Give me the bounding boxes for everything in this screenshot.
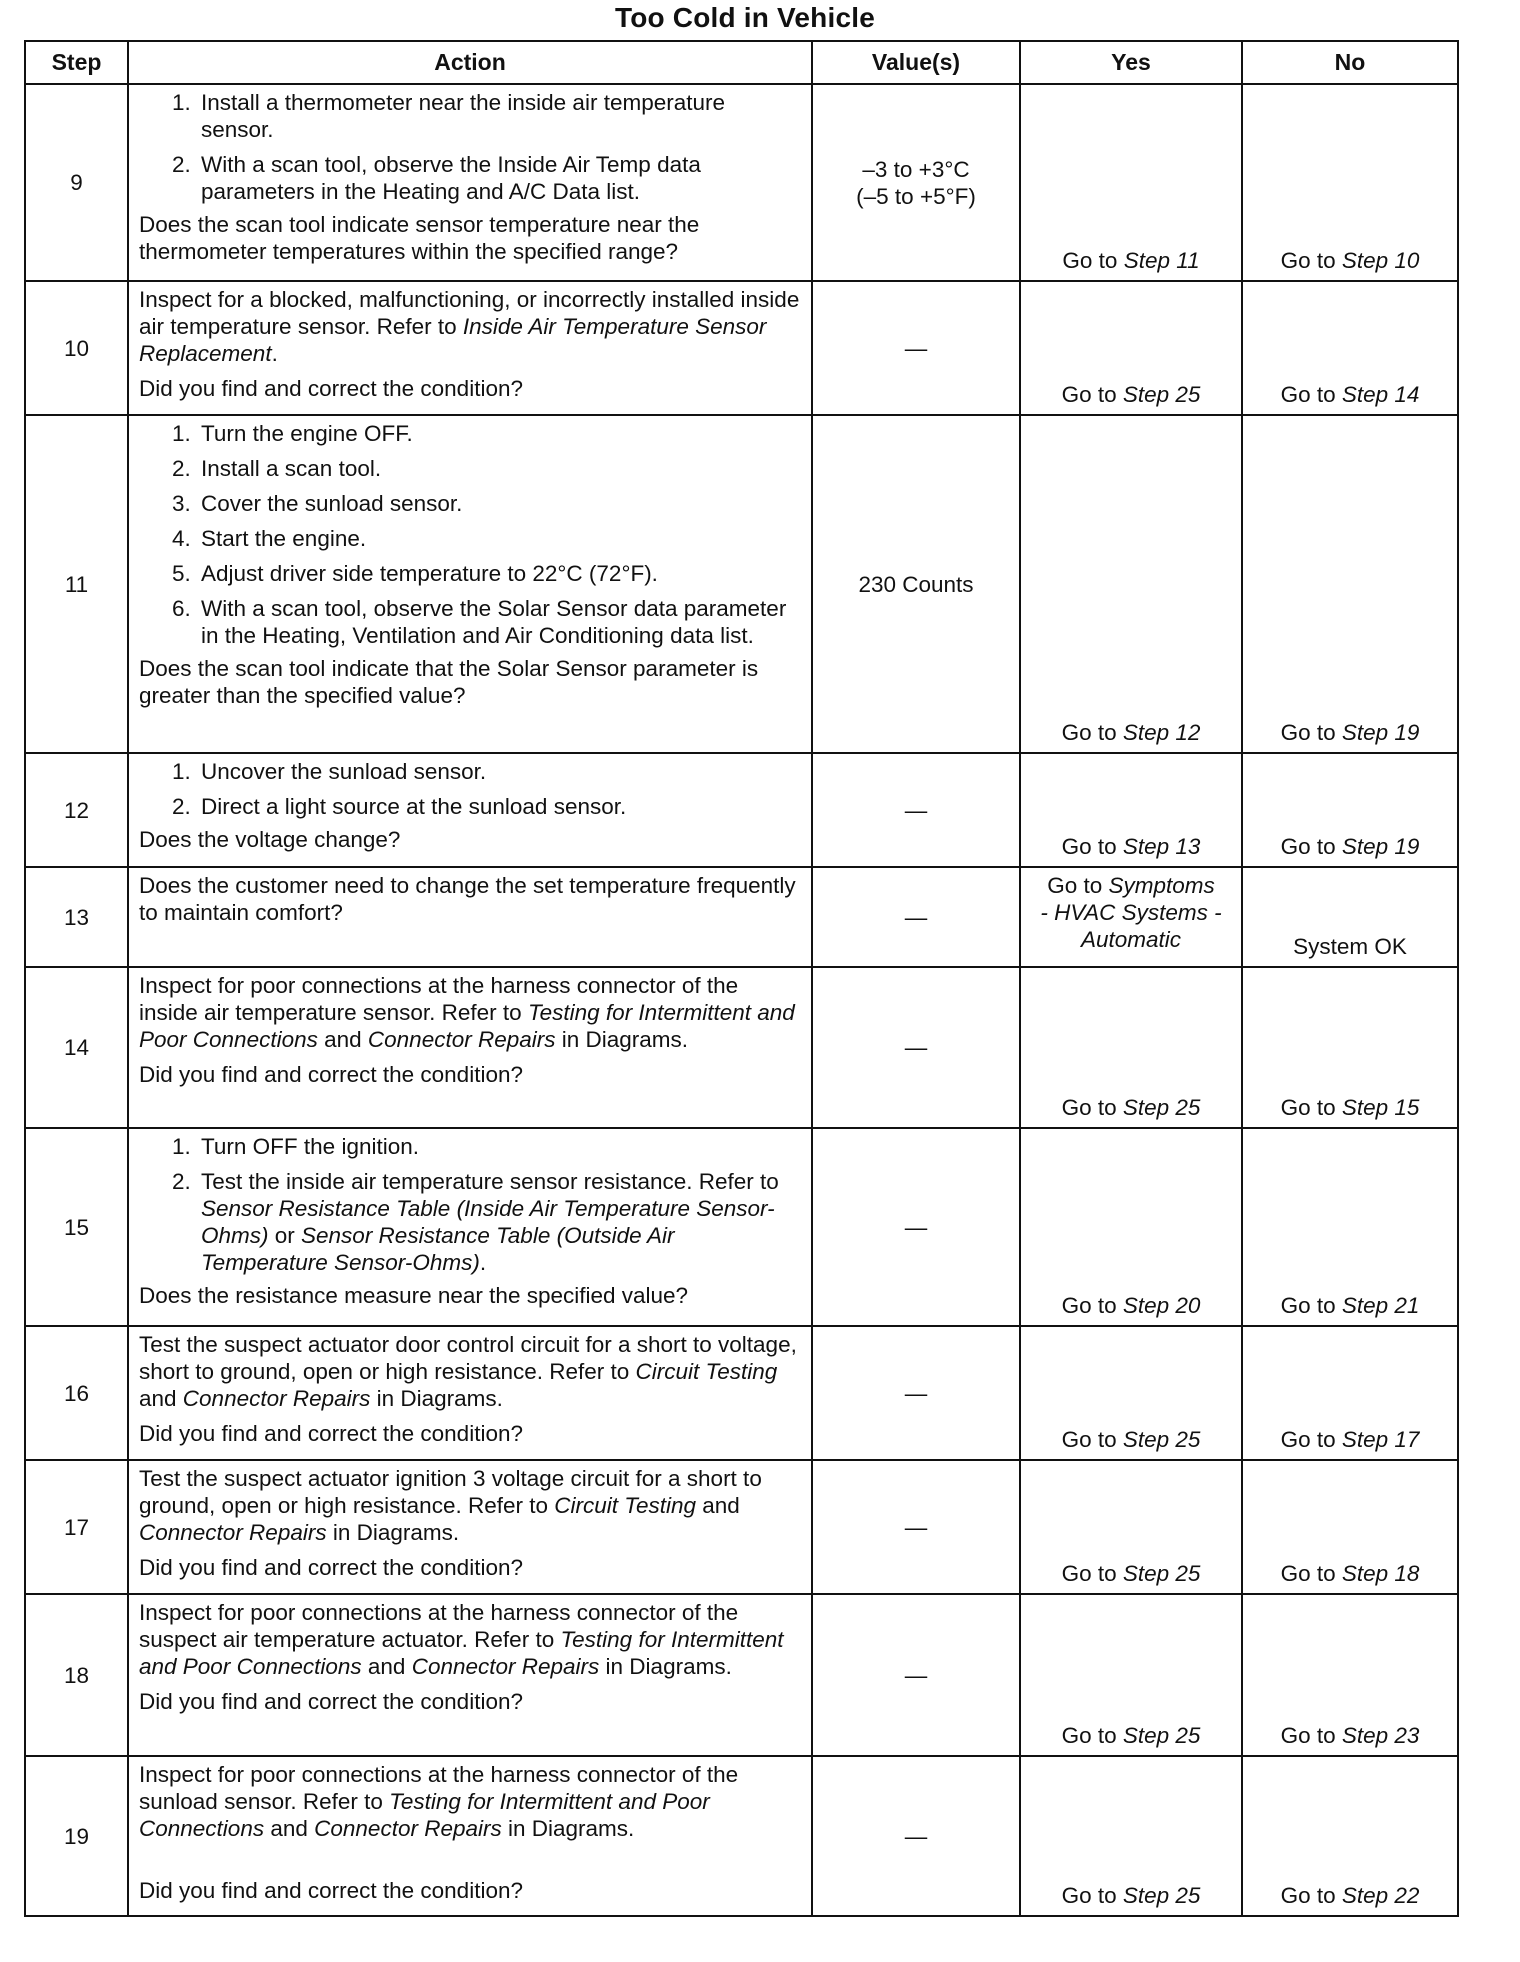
reference-link[interactable]: Connector Repairs <box>182 1386 371 1411</box>
no-cell <box>1242 281 1458 415</box>
action-paragraph <box>139 286 803 367</box>
action-text: Inspect for poor connections at the harness connector of the suspect air temperature actuator. Refer to <box>139 1600 739 1652</box>
yes-step-link[interactable]: Step 12 <box>1122 720 1201 745</box>
value-cell: — <box>812 1460 1020 1594</box>
action-text: and <box>139 1386 183 1411</box>
no-cell <box>1242 1326 1458 1460</box>
step-number: 12 <box>25 753 128 867</box>
no-step-link[interactable]: Step 14 <box>1341 382 1420 407</box>
action-list <box>139 89 803 205</box>
step-number: 18 <box>25 1594 128 1756</box>
header-yes: Yes <box>1020 41 1242 84</box>
no-prefix: Go to <box>1280 248 1342 273</box>
no-prefix: Go to <box>1280 834 1342 859</box>
no-cell: System OK <box>1242 867 1458 967</box>
table-row-step-11 <box>25 415 1458 753</box>
list-item: 1. Turn OFF the ignition. <box>197 1133 803 1160</box>
action-text: Inspect for a blocked, malfunctioning, or incorrectly installed inside air temperature sensor. Refer to <box>139 287 800 339</box>
action-question: Does the resistance measure near the specified value? <box>139 1283 689 1308</box>
no-step-link[interactable]: Step 21 <box>1341 1293 1420 1318</box>
no-cell <box>1242 1128 1458 1326</box>
page-title: Too Cold in Vehicle <box>615 2 875 33</box>
yes-step-link[interactable]: Step 13 <box>1122 834 1201 859</box>
list-item: 6. With a scan tool, observe the Solar Sensor data parameter in the Heating, Ventilation and Air Conditioning data list. <box>197 595 803 649</box>
step-number: 17 <box>25 1460 128 1594</box>
value-cell: — <box>812 1128 1020 1326</box>
value-cell: — <box>812 753 1020 867</box>
action-cell <box>128 84 812 281</box>
yes-cell <box>1020 84 1242 281</box>
action-text: and <box>264 1816 315 1841</box>
no-step-link[interactable]: Step 19 <box>1341 834 1420 859</box>
list-item <box>197 1168 803 1276</box>
action-cell <box>128 867 812 967</box>
step-number: 14 <box>25 967 128 1128</box>
step-number: 11 <box>25 415 128 753</box>
action-question: Does the scan tool indicate sensor temperature near the thermometer temperatures within the specified range? <box>139 212 700 264</box>
no-prefix: Go to <box>1280 1561 1342 1586</box>
action-text: in Diagrams. <box>370 1386 503 1411</box>
value-cell: 230 Counts <box>812 415 1020 753</box>
yes-cell <box>1020 1128 1242 1326</box>
yes-cell <box>1020 415 1242 753</box>
action-question: Does the customer need to change the set temperature frequently to maintain comfort? <box>139 873 796 925</box>
yes-prefix: Go to <box>1047 873 1109 898</box>
header-values: Value(s) <box>812 41 1020 84</box>
diagnostic-table <box>24 40 1459 1917</box>
action-text: or <box>268 1223 302 1248</box>
table-row-step-10 <box>25 281 1458 415</box>
action-cell <box>128 281 812 415</box>
action-cell <box>128 753 812 867</box>
no-cell <box>1242 753 1458 867</box>
step-number: 19 <box>25 1756 128 1916</box>
action-text: and <box>317 1027 368 1052</box>
list-item: 1. Uncover the sunload sensor. <box>197 758 803 785</box>
table-row-step-16 <box>25 1326 1458 1460</box>
step-number: 10 <box>25 281 128 415</box>
action-cell <box>128 1594 812 1756</box>
value-cell: — <box>812 867 1020 967</box>
reference-link[interactable]: Testing for Intermittent and Poor Connections <box>139 1000 795 1052</box>
action-cell <box>128 1326 812 1460</box>
yes-prefix: Go to <box>1061 834 1123 859</box>
yes-symptoms-line[interactable] <box>1021 872 1241 899</box>
reference-link[interactable]: Inside Air Temperature Sensor Replacement <box>139 314 767 366</box>
list-item: 2. Install a scan tool. <box>197 455 803 482</box>
action-paragraph <box>139 1331 803 1412</box>
action-paragraph <box>139 1761 803 1842</box>
reference-link[interactable]: Circuit Testing <box>635 1359 778 1384</box>
action-text: Inspect for poor connections at the harness connector of the sunload sensor. Refer to <box>139 1762 739 1814</box>
no-step-link[interactable]: Step 22 <box>1341 1883 1420 1908</box>
table-row-step-14 <box>25 967 1458 1128</box>
no-prefix: Go to <box>1280 720 1342 745</box>
yes-cell <box>1020 1460 1242 1594</box>
yes-cell <box>1020 867 1242 967</box>
yes-prefix: Go to <box>1061 1293 1123 1318</box>
yes-cell <box>1020 967 1242 1128</box>
reference-link[interactable]: Connector Repairs <box>411 1654 600 1679</box>
no-prefix: Go to <box>1280 1883 1342 1908</box>
action-text: . <box>271 341 278 366</box>
no-cell <box>1242 967 1458 1128</box>
value-cell: — <box>812 1756 1020 1916</box>
no-prefix: Go to <box>1280 1293 1342 1318</box>
yes-step-link[interactable]: Step 25 <box>1122 1723 1201 1748</box>
step-number: 15 <box>25 1128 128 1326</box>
no-cell <box>1242 84 1458 281</box>
action-text: and <box>696 1493 740 1518</box>
yes-prefix: Go to <box>1062 248 1124 273</box>
action-text: in Diagrams. <box>501 1816 635 1841</box>
list-item: 4. Start the engine. <box>197 525 803 552</box>
yes-prefix: Go to <box>1061 1427 1123 1452</box>
yes-cell <box>1020 1326 1242 1460</box>
yes-step-link[interactable]: Step 25 <box>1122 1561 1201 1586</box>
action-cell <box>128 967 812 1128</box>
action-cell <box>128 1756 812 1916</box>
table-row-step-17 <box>25 1460 1458 1594</box>
yes-step-link[interactable]: Step 25 <box>1122 1095 1201 1120</box>
table-row-step-15 <box>25 1128 1458 1326</box>
spacer <box>139 1850 803 1877</box>
action-list <box>139 758 803 820</box>
symptoms-link-line-2[interactable]: - HVAC Systems <box>1040 900 1208 925</box>
list-item: 2. Direct a light source at the sunload sensor. <box>197 793 803 820</box>
action-text: in Diagrams. <box>599 1654 732 1679</box>
no-prefix: Go to <box>1280 1723 1342 1748</box>
yes-step-link[interactable]: Step 11 <box>1123 248 1200 273</box>
yes-prefix: Go to <box>1061 1561 1123 1586</box>
symptoms-link[interactable]: Symptoms <box>1108 873 1215 898</box>
no-prefix: Go to <box>1280 1427 1342 1452</box>
yes-prefix: Go to <box>1061 382 1123 407</box>
value-cell <box>812 84 1020 281</box>
yes-prefix: Go to <box>1061 1883 1123 1908</box>
reference-link[interactable]: Sensor Resistance Table (Inside Air Temperature Sensor-Ohms) <box>201 1196 775 1248</box>
no-step-link[interactable]: Step 18 <box>1341 1561 1420 1586</box>
table-header-row <box>25 41 1458 84</box>
yes-step-link[interactable]: Step 25 <box>1122 1883 1201 1908</box>
action-paragraph <box>139 1465 803 1546</box>
action-text: in Diagrams. <box>326 1520 460 1545</box>
value-celsius: –3 to +3°C <box>862 156 970 182</box>
no-step-link[interactable]: Step 23 <box>1341 1723 1420 1748</box>
action-question: Did you find and correct the condition? <box>139 1878 523 1903</box>
no-prefix: Go to <box>1280 382 1342 407</box>
yes-cell <box>1020 753 1242 867</box>
header-action: Action <box>128 41 812 84</box>
list-item: 5. Adjust driver side temperature to 22°C (72°F). <box>197 560 803 587</box>
action-list <box>139 1133 803 1276</box>
table-row-step-13 <box>25 867 1458 967</box>
value-cell: — <box>812 1326 1020 1460</box>
reference-link[interactable]: Connector Repairs <box>314 1816 502 1841</box>
yes-cell <box>1020 281 1242 415</box>
yes-prefix: Go to <box>1061 1723 1123 1748</box>
symptoms-link-line-3[interactable]: - Automatic <box>1080 900 1222 952</box>
reference-link[interactable]: Testing for Intermittent and Poor Connections <box>139 1789 710 1841</box>
table-row-step-18 <box>25 1594 1458 1756</box>
action-text: and <box>361 1654 412 1679</box>
header-no: No <box>1242 41 1458 84</box>
reference-link[interactable]: Testing for Intermittent and Poor Connections <box>139 1627 784 1679</box>
action-paragraph <box>139 1599 803 1680</box>
action-text: Test the suspect actuator door control circuit for a short to voltage, short to ground, open or high resistance. Refer to <box>139 1332 797 1384</box>
value-cell: — <box>812 281 1020 415</box>
step-number: 9 <box>25 84 128 281</box>
action-question: Does the scan tool indicate that the Solar Sensor parameter is greater than the specified value? <box>139 656 759 708</box>
value-cell: — <box>812 1594 1020 1756</box>
no-prefix: Go to <box>1280 1095 1342 1120</box>
action-text: Test the suspect actuator ignition 3 voltage circuit for a short to ground, open or high resistance. Refer to <box>139 1466 762 1518</box>
no-cell <box>1242 1594 1458 1756</box>
no-step-link[interactable]: Step 17 <box>1341 1427 1420 1452</box>
action-question: Did you find and correct the condition? <box>139 1555 523 1580</box>
no-step-link[interactable]: Step 10 <box>1341 248 1420 273</box>
action-paragraph <box>139 972 803 1053</box>
action-cell <box>128 1460 812 1594</box>
action-text: Test the inside air temperature sensor resistance. Refer to <box>201 1169 779 1194</box>
step-number: 13 <box>25 867 128 967</box>
yes-cell <box>1020 1594 1242 1756</box>
no-step-link[interactable]: Step 15 <box>1341 1095 1420 1120</box>
reference-link[interactable]: Connector Repairs <box>139 1520 327 1545</box>
action-question: Did you find and correct the condition? <box>139 1689 523 1714</box>
no-cell <box>1242 1460 1458 1594</box>
yes-step-link[interactable]: Step 20 <box>1122 1293 1201 1318</box>
list-item: 3. Cover the sunload sensor. <box>197 490 803 517</box>
list-item: 2. With a scan tool, observe the Inside Air Temp data parameters in the Heating and A/C Data list. <box>197 151 803 205</box>
reference-link[interactable]: Connector Repairs <box>367 1027 556 1052</box>
action-question: Did you find and correct the condition? <box>139 376 523 401</box>
action-question: Does the voltage change? <box>139 827 401 852</box>
action-cell <box>128 415 812 753</box>
yes-prefix: Go to <box>1061 1095 1123 1120</box>
table-row-step-12 <box>25 753 1458 867</box>
list-item: 1. Install a thermometer near the inside air temperature sensor. <box>197 89 803 143</box>
yes-prefix: Go to <box>1061 720 1123 745</box>
reference-link[interactable]: Sensor Resistance Table (Outside Air Temperature Sensor-Ohms) <box>201 1223 675 1275</box>
action-question: Did you find and correct the condition? <box>139 1421 523 1446</box>
value-fahrenheit: (–5 to +5°F) <box>856 183 976 209</box>
yes-step-link[interactable]: Step 25 <box>1122 382 1201 407</box>
reference-link[interactable]: Circuit Testing <box>554 1493 696 1518</box>
action-text: . <box>479 1250 487 1275</box>
no-step-link[interactable]: Step 19 <box>1341 720 1420 745</box>
no-cell <box>1242 1756 1458 1916</box>
header-step: Step <box>25 41 128 84</box>
action-text: in Diagrams. <box>555 1027 689 1052</box>
action-question: Did you find and correct the condition? <box>139 1062 523 1087</box>
action-cell <box>128 1128 812 1326</box>
no-cell <box>1242 415 1458 753</box>
table-row-step-19 <box>25 1756 1458 1916</box>
yes-step-link[interactable]: Step 25 <box>1122 1427 1201 1452</box>
step-number: 16 <box>25 1326 128 1460</box>
value-cell: — <box>812 967 1020 1128</box>
table-row-step-9 <box>25 84 1458 281</box>
action-text: Inspect for poor connections at the harness connector of the inside air temperature sensor. Refer to <box>139 973 739 1025</box>
yes-cell <box>1020 1756 1242 1916</box>
action-list <box>139 420 803 649</box>
list-item: 1. Turn the engine OFF. <box>197 420 803 447</box>
